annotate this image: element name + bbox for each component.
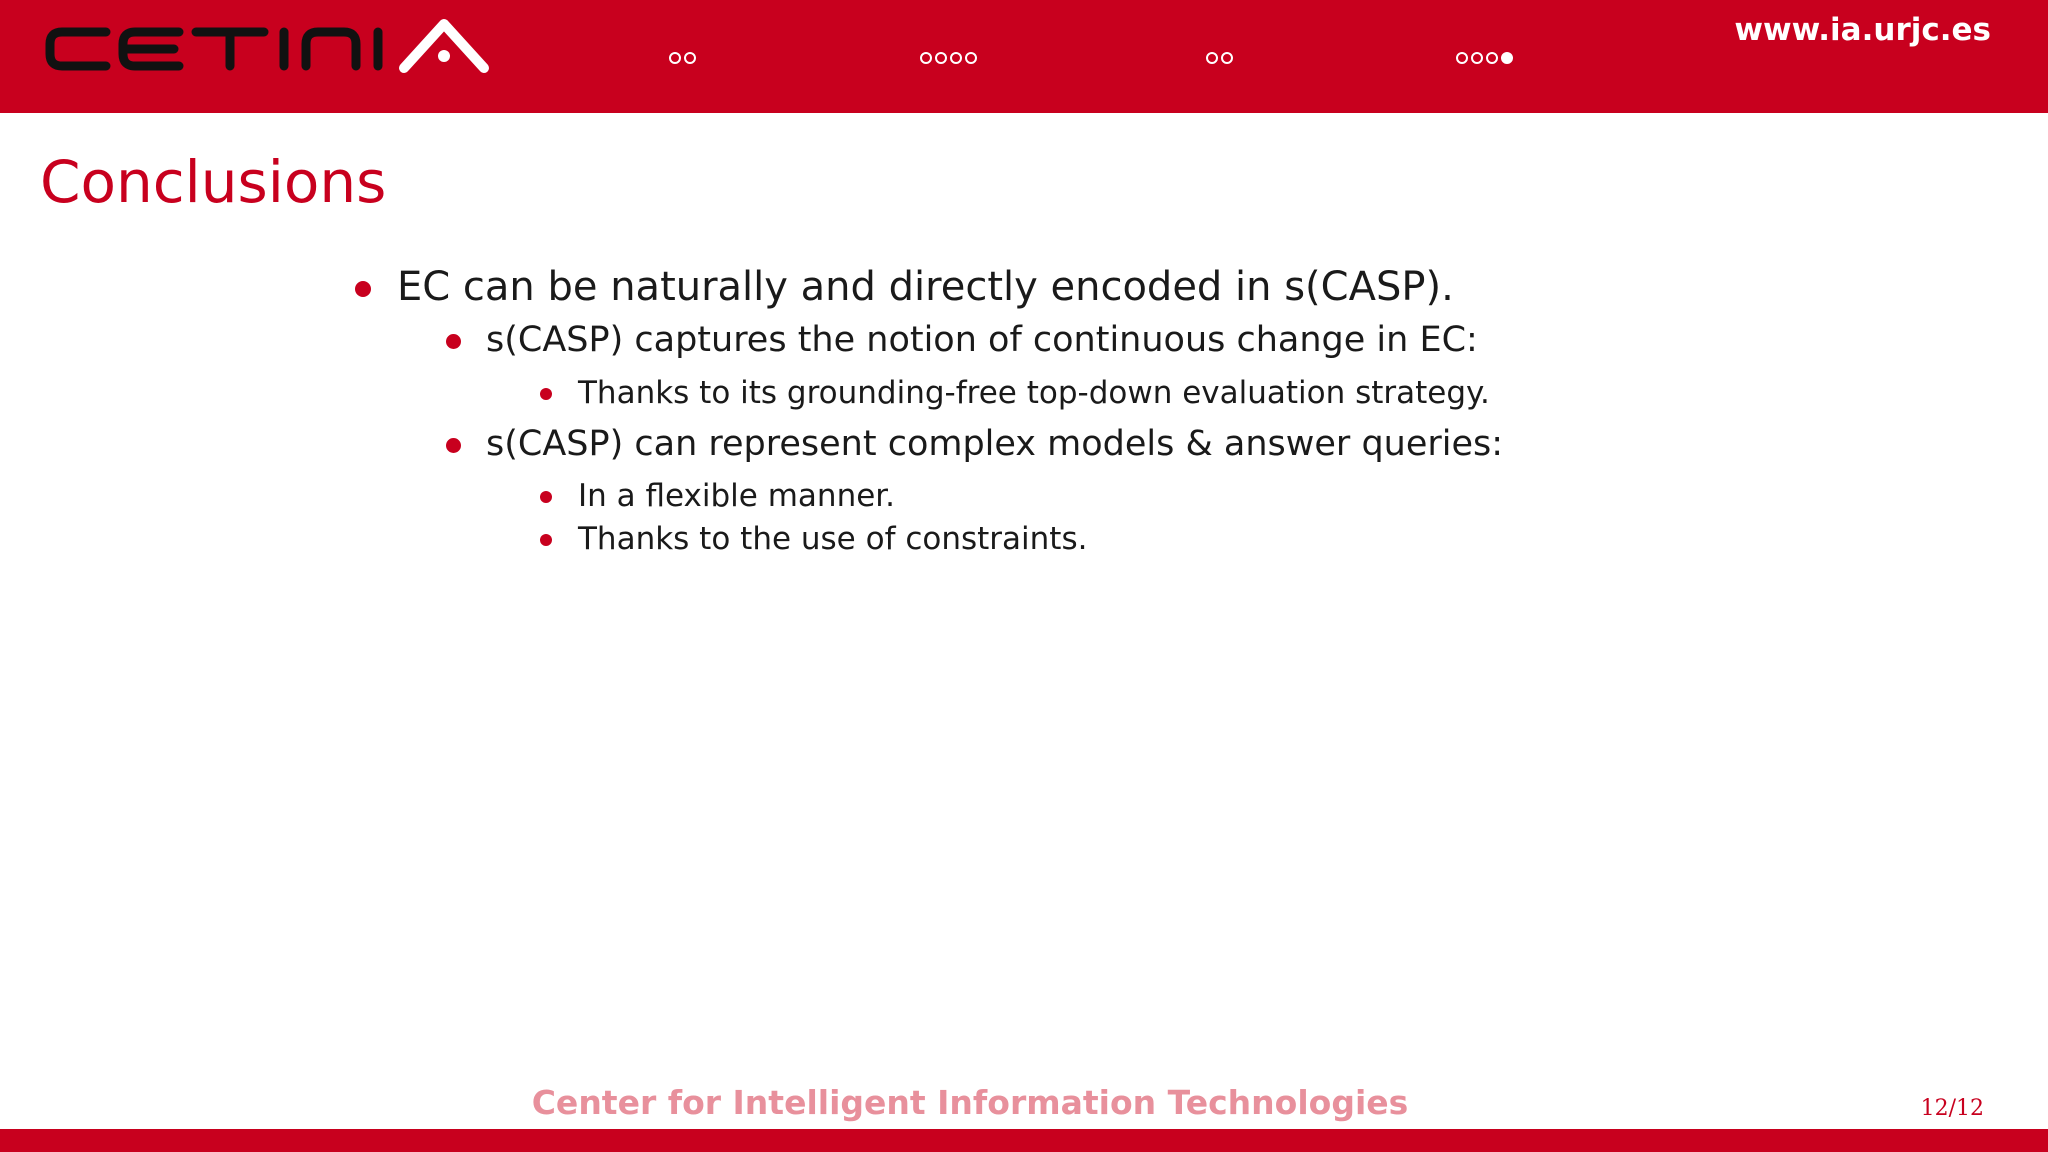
bullet-text: s(CASP) can represent complex models & answer queries: <box>486 424 1504 464</box>
page-number: 12/12 <box>1920 1096 1984 1121</box>
bullet-text: s(CASP) captures the notion of continuous change in EC: <box>486 320 1478 360</box>
bullet-marker <box>446 334 461 349</box>
slide-title: Conclusions <box>40 148 387 216</box>
footer-bar <box>0 1129 2048 1152</box>
bullet-item <box>486 424 1503 464</box>
bullet-item <box>578 478 895 514</box>
bullet-item <box>397 264 1454 310</box>
bullet-marker <box>446 438 461 453</box>
bullet-item <box>578 375 1490 411</box>
bullet-text: In a flexible manner. <box>578 478 896 514</box>
bullet-marker <box>540 534 552 546</box>
bullet-item <box>486 320 1478 360</box>
bullet-marker <box>540 388 552 400</box>
bullet-marker <box>540 491 552 503</box>
bullet-text: Thanks to its grounding-free top-down evaluation strategy. <box>578 375 1490 411</box>
bullet-marker <box>355 281 371 297</box>
bullet-text: Thanks to the use of constraints. <box>578 521 1088 557</box>
header-url[interactable]: www.ia.urjc.es <box>1734 12 1991 48</box>
footer-institution: Center for Intelligent Information Technologies <box>531 1083 1409 1122</box>
bullet-text: EC can be naturally and directly encoded in s(CASP). <box>397 264 1454 310</box>
bullet-item <box>578 521 1087 557</box>
